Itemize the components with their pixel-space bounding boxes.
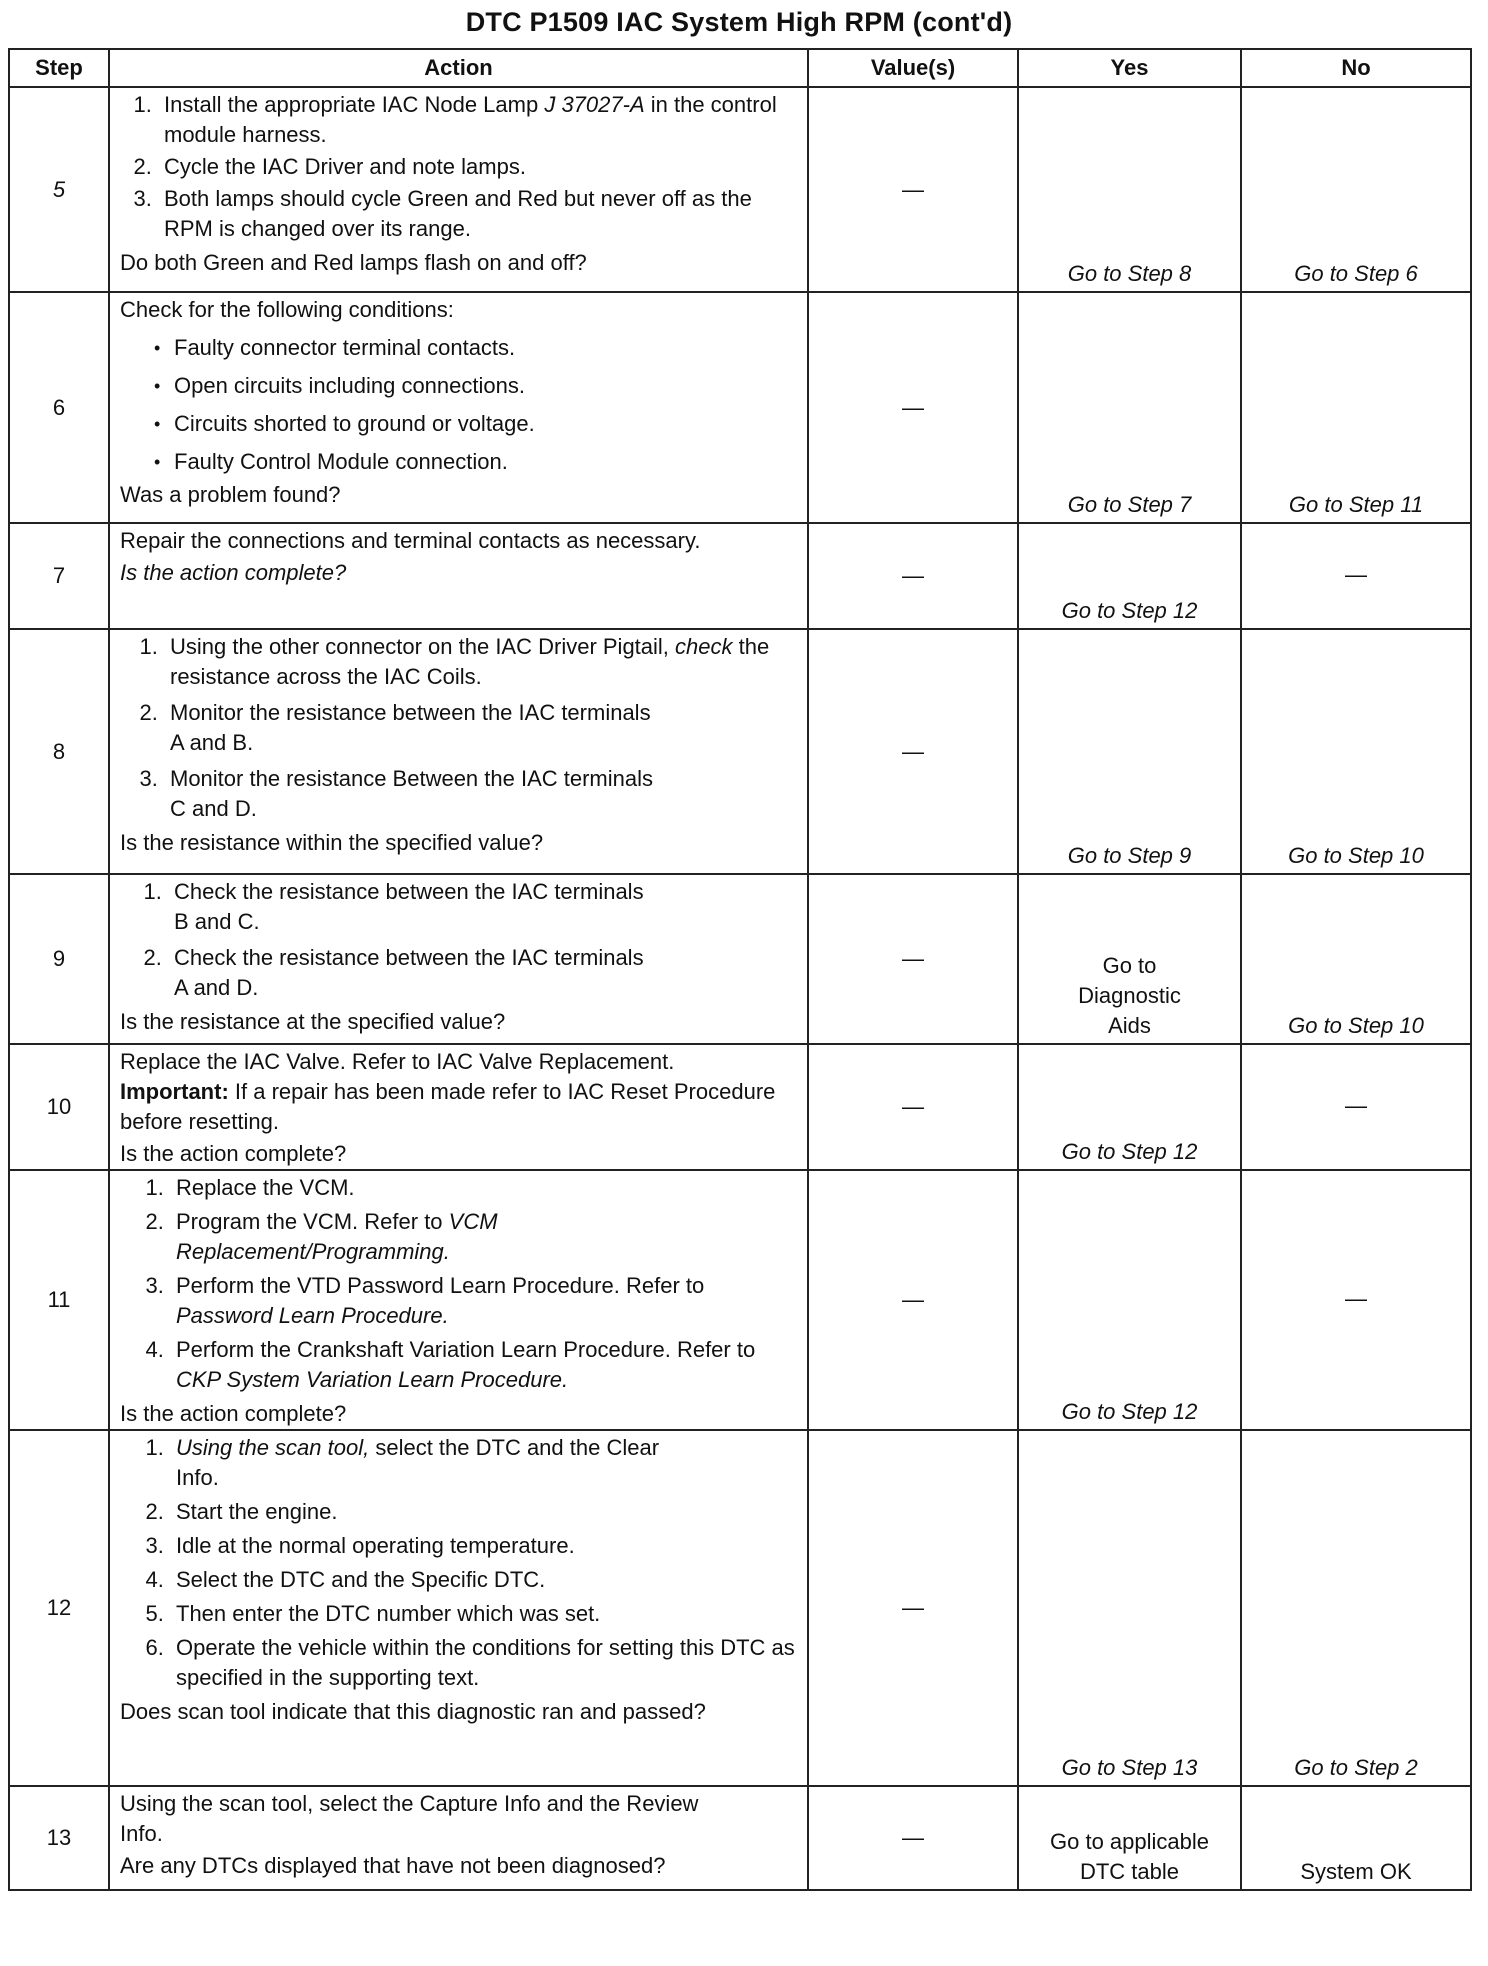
action-cell <box>109 1044 808 1170</box>
page <box>8 0 1470 1891</box>
no-link[interactable]: Go to Step 11 <box>1241 292 1471 523</box>
action-item: 2. Start the engine. <box>170 1497 801 1527</box>
value-cell: — <box>808 292 1018 523</box>
value-cell: — <box>808 87 1018 292</box>
no-value: — <box>1241 1170 1471 1430</box>
action-item: 3. Idle at the normal operating temperature. <box>170 1531 801 1561</box>
no-link[interactable]: Go to Step 10 <box>1241 874 1471 1044</box>
action-item: 3. Perform the VTD Password Learn Procedure. Refer to Password Learn Procedure. <box>170 1271 801 1331</box>
header-values: Value(s) <box>808 49 1018 87</box>
value-cell: — <box>808 629 1018 874</box>
step-number: 12 <box>9 1430 109 1786</box>
value-cell: — <box>808 1170 1018 1430</box>
action-item: 2. Program the VCM. Refer to VCM Replacement/Programming. <box>170 1207 801 1267</box>
action-intro: Replace the IAC Valve. Refer to IAC Valve Replacement. <box>120 1049 675 1074</box>
value-cell: — <box>808 1430 1018 1786</box>
action-item: 2. Cycle the IAC Driver and note lamps. <box>158 152 801 182</box>
value-cell: — <box>808 874 1018 1044</box>
table-row-step-6 <box>9 292 1471 523</box>
table-row-step-7 <box>9 523 1471 629</box>
action-intro: Using the scan tool, select the Capture Info and the Review Info. <box>120 1791 699 1846</box>
diagnostic-table <box>8 48 1472 1891</box>
value-cell: — <box>808 1786 1018 1890</box>
action-item: 1. Replace the VCM. <box>170 1173 801 1203</box>
table-row-step-9 <box>9 874 1471 1044</box>
step-number: 8 <box>9 629 109 874</box>
header-action: Action <box>109 49 808 87</box>
table-row-step-5 <box>9 87 1471 292</box>
no-link[interactable]: System OK <box>1241 1786 1471 1890</box>
action-item: 1. Check the resistance between the IAC terminals B and C. <box>168 877 801 937</box>
step-number: 10 <box>9 1044 109 1170</box>
action-cell <box>109 1786 808 1890</box>
action-question: Is the action complete? <box>120 1401 347 1426</box>
action-item: 4. Perform the Crankshaft Variation Learn Procedure. Refer to CKP System Variation Learn Procedure. <box>170 1335 801 1395</box>
yes-link[interactable]: Go to Diagnostic Aids <box>1018 874 1241 1044</box>
yes-link[interactable]: Go to Step 13 <box>1018 1430 1241 1786</box>
action-cell <box>109 629 808 874</box>
table-row-step-12 <box>9 1430 1471 1786</box>
action-item: 6. Operate the vehicle within the conditions for setting this DTC as specified in the supporting text. <box>170 1633 801 1693</box>
yes-link[interactable]: Go to Step 12 <box>1018 523 1241 629</box>
yes-link[interactable]: Go to Step 12 <box>1018 1170 1241 1430</box>
table-header-row <box>9 49 1471 87</box>
header-yes: Yes <box>1018 49 1241 87</box>
no-link[interactable]: Go to Step 2 <box>1241 1430 1471 1786</box>
value-cell: — <box>808 523 1018 629</box>
action-cell <box>109 87 808 292</box>
no-value: — <box>1241 1044 1471 1170</box>
yes-link[interactable]: Go to Step 7 <box>1018 292 1241 523</box>
action-item: 5. Then enter the DTC number which was set. <box>170 1599 801 1629</box>
condition-item: • Faulty connector terminal contacts. <box>174 333 801 363</box>
action-item: 2. Check the resistance between the IAC terminals A and D. <box>168 943 801 1003</box>
action-intro: Check for the following conditions: <box>120 297 454 322</box>
action-cell <box>109 874 808 1044</box>
yes-link[interactable]: Go to Step 9 <box>1018 629 1241 874</box>
page-title: DTC P1509 IAC System High RPM (cont'd) <box>465 7 1013 37</box>
yes-link[interactable]: Go to applicable DTC table <box>1018 1786 1241 1890</box>
action-cell <box>109 1430 808 1786</box>
table-row-step-13 <box>9 1786 1471 1890</box>
action-question: Is the resistance within the specified value? <box>120 830 544 855</box>
table-row-step-10 <box>9 1044 1471 1170</box>
action-question: Do both Green and Red lamps flash on and off? <box>120 250 587 275</box>
action-question: Is the resistance at the specified value? <box>120 1009 506 1034</box>
action-cell <box>109 292 808 523</box>
step-number: 5 <box>9 87 109 292</box>
action-item: 3. Both lamps should cycle Green and Red but never off as the RPM is changed over its range. <box>158 184 801 244</box>
action-question: Is the action complete? <box>120 560 347 585</box>
step-number: 6 <box>9 292 109 523</box>
action-item: 1. Using the other connector on the IAC Driver Pigtail, check the resistance across the IAC Coils. <box>164 632 801 692</box>
action-cell <box>109 523 808 629</box>
no-link[interactable]: Go to Step 10 <box>1241 629 1471 874</box>
table-row-step-11 <box>9 1170 1471 1430</box>
step-number: 13 <box>9 1786 109 1890</box>
yes-link[interactable]: Go to Step 8 <box>1018 87 1241 292</box>
action-item: 2. Monitor the resistance between the IAC terminals A and B. <box>164 698 801 758</box>
no-link[interactable]: Go to Step 6 <box>1241 87 1471 292</box>
action-item: 1. Install the appropriate IAC Node Lamp J 37027-A in the control module harness. <box>158 90 801 150</box>
no-value: — <box>1241 523 1471 629</box>
condition-item: • Open circuits including connections. <box>174 371 801 401</box>
action-question: Are any DTCs displayed that have not been diagnosed? <box>120 1853 666 1878</box>
action-item: 3. Monitor the resistance Between the IAC terminals C and D. <box>164 764 801 824</box>
action-intro: Repair the connections and terminal contacts as necessary. <box>120 528 701 553</box>
table-row-step-8 <box>9 629 1471 874</box>
value-cell: — <box>808 1044 1018 1170</box>
condition-item: • Faulty Control Module connection. <box>174 447 801 477</box>
important-note: Important: If a repair has been made refer to IAC Reset Procedure before resetting. <box>120 1079 776 1134</box>
yes-link[interactable]: Go to Step 12 <box>1018 1044 1241 1170</box>
step-number: 7 <box>9 523 109 629</box>
action-question: Does scan tool indicate that this diagnostic ran and passed? <box>120 1699 706 1724</box>
condition-item: • Circuits shorted to ground or voltage. <box>174 409 801 439</box>
action-item: 4. Select the DTC and the Specific DTC. <box>170 1565 801 1595</box>
action-item: 1. Using the scan tool, select the DTC and the Clear Info. <box>170 1433 801 1493</box>
action-question: Is the action complete? <box>120 1141 347 1166</box>
step-number: 9 <box>9 874 109 1044</box>
action-cell <box>109 1170 808 1430</box>
action-question: Was a problem found? <box>120 482 341 507</box>
step-number: 11 <box>9 1170 109 1430</box>
header-step: Step <box>9 49 109 87</box>
header-no: No <box>1241 49 1471 87</box>
